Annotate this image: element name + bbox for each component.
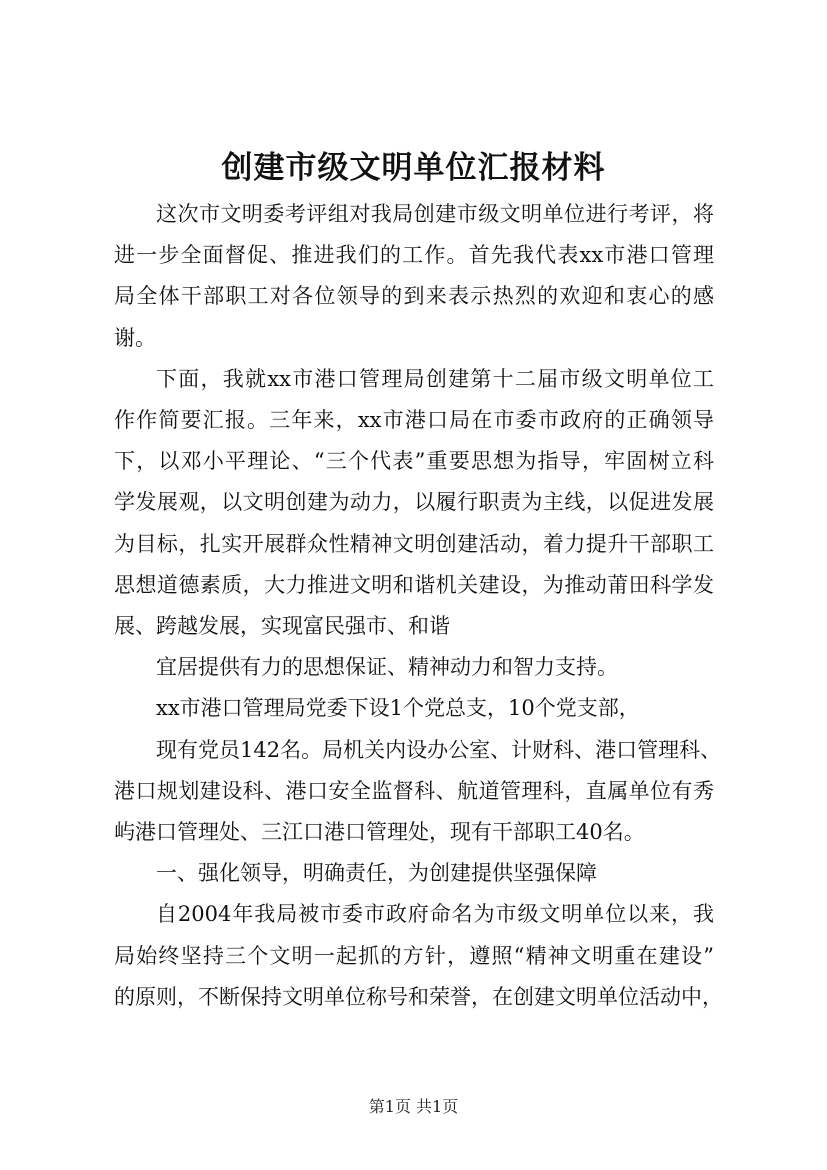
document-title: 创建市级文明单位汇报材料	[221, 150, 606, 186]
document-body	[114, 194, 723, 1018]
text-line: 学发展观，以文明创建为动力，以履行职责为主线，以促进发展	[114, 490, 714, 515]
text-line: xx市港口管理局党委下设1个党总支，10个党支部，	[156, 696, 640, 721]
text-line: 局始终坚持三个文明一起抓的方针，遵照“精神文明重在建设”	[114, 943, 714, 968]
text-line: 一、强化领导，明确责任，为创建提供坚强保障	[156, 861, 597, 886]
text-line: 下，以邓小平理论、“三个代表”重要思想为指导，牢固树立科	[114, 449, 714, 474]
paragraph	[114, 688, 714, 729]
text-line: 这次市文明委考评组对我局创建市级文明单位进行考评，将	[156, 202, 714, 226]
text-line: 宜居提供有力的思想保证、精神动力和智力支持。	[156, 655, 618, 680]
text-line: 自2004年我局被市委市政府命名为市级文明单位以来，我	[156, 902, 714, 927]
paragraph	[114, 647, 714, 688]
paragraph	[114, 194, 714, 359]
text-line: 作作简要汇报。三年来，xx市港口局在市委市政府的正确领导	[114, 408, 714, 433]
paragraph	[114, 730, 722, 854]
paragraph	[114, 894, 723, 1018]
text-line: 谢。	[114, 325, 156, 350]
paragraph	[114, 359, 714, 647]
section-heading	[114, 853, 714, 894]
text-line: 港口规划建设科、港口安全监督科、航道管理科，直属单位有秀	[114, 778, 714, 803]
page-footer: 第1页 共1页	[368, 1097, 459, 1116]
text-line: 为目标，扎实开展群众性精神文明创建活动，着力提升干部职工	[114, 531, 714, 556]
text-line: 下面，我就xx市港口管理局创建第十二届市级文明单位工	[156, 366, 714, 391]
text-line: 思想道德素质，大力推进文明和谐机关建设，为推动莆田科学发	[114, 572, 714, 597]
text-line: 展、跨越发展，实现富民强市、和谐	[114, 614, 450, 639]
text-line: 的原则，不断保持文明单位称号和荣誉，在创建文明单位活动中，	[114, 984, 723, 1009]
text-line: 进一步全面督促、推进我们的工作。首先我代表xx市港口管理	[114, 243, 714, 268]
text-line: 屿港口管理处、三江口港口管理处，现有干部职工40名。	[114, 820, 645, 845]
text-line: 局全体干部职工对各位领导的到来表示热烈的欢迎和衷心的感	[114, 284, 714, 309]
text-line: 现有党员142名。局机关内设办公室、计财科、港口管理科、	[156, 737, 722, 762]
